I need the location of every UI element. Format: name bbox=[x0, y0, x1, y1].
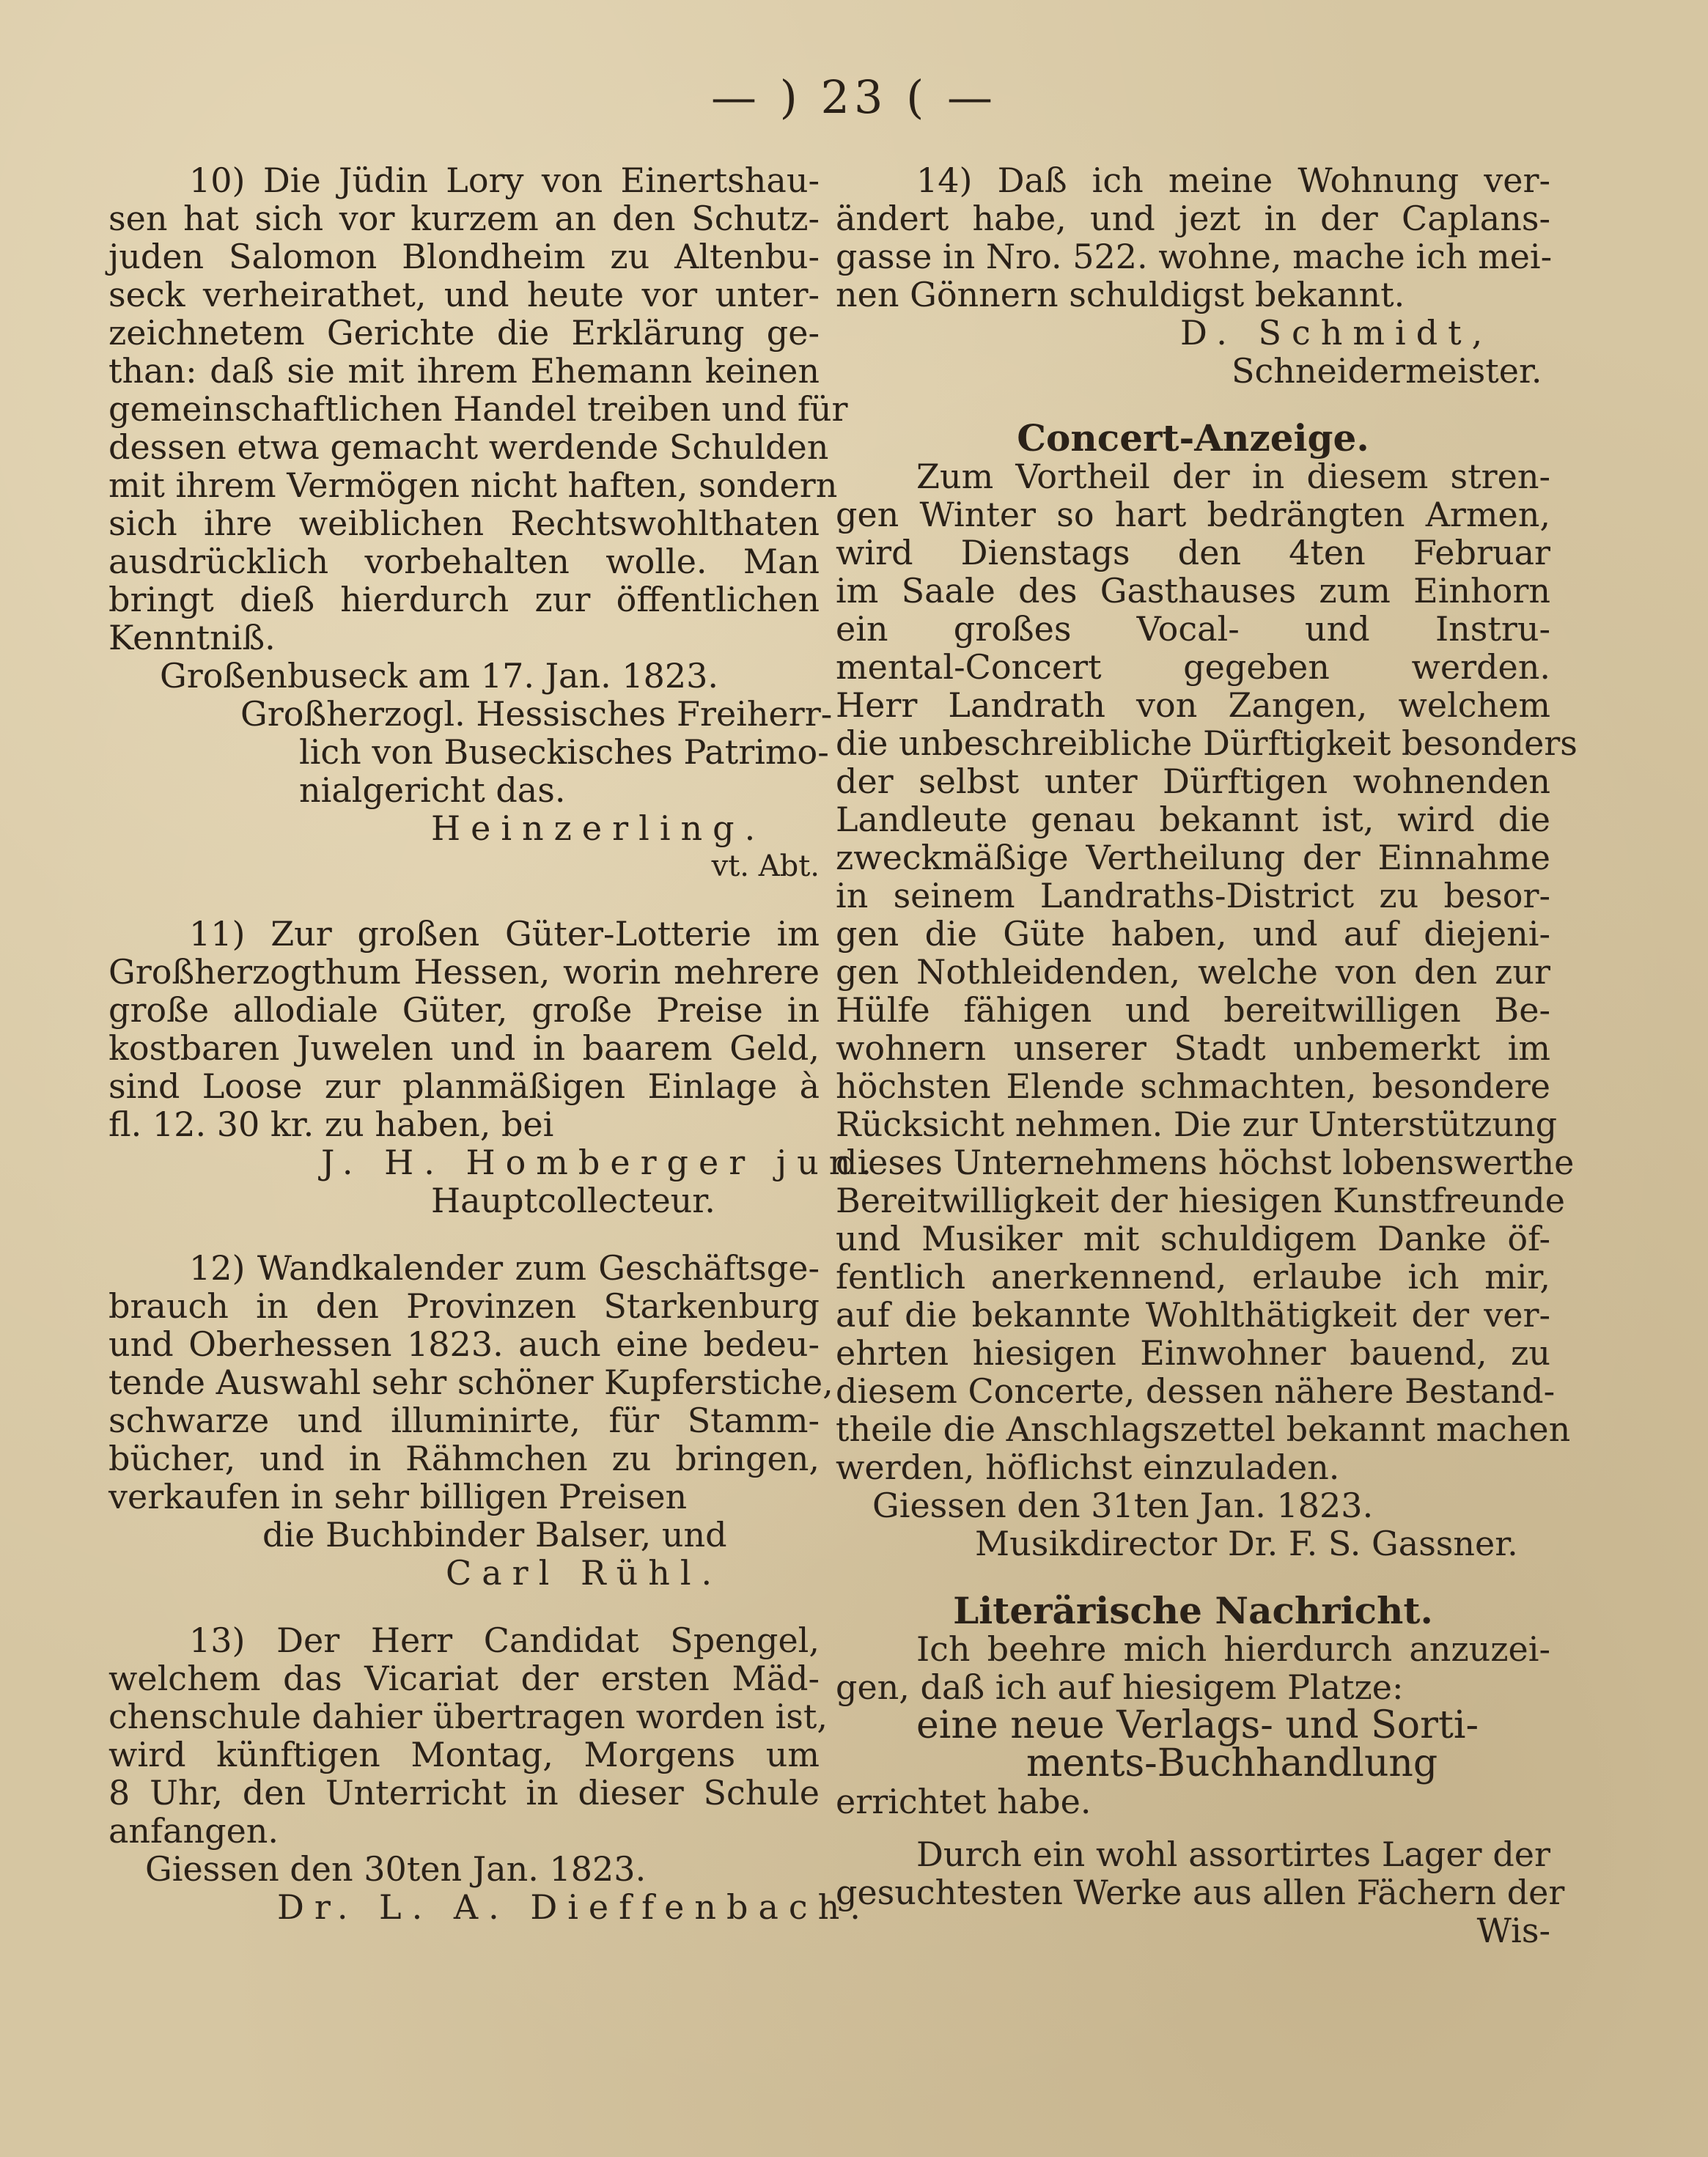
notice-line: Rücksicht nehmen. Die zur Unterstützung bbox=[836, 1105, 1558, 1144]
notice-line: Großherzogthum Hessen, worin mehrere bbox=[108, 952, 820, 992]
notice-10 bbox=[108, 161, 848, 885]
court-line: lich von Buseckisches Patrimo- bbox=[299, 732, 829, 772]
notice-signature: die Buchbinder Balser, und bbox=[262, 1515, 727, 1555]
notice-line: welchem das Vicariat der ersten Mäd- bbox=[108, 1659, 820, 1698]
notice-line: nen Gönnern schuldigst bekannt. bbox=[836, 275, 1405, 314]
notice-line: höchsten Elende schmachten, besondere bbox=[836, 1066, 1550, 1106]
notice-line: diesem Concerte, dessen nähere Bestand- bbox=[836, 1371, 1556, 1411]
notice-line: 8 Uhr, den Unterricht in dieser Schule bbox=[108, 1773, 820, 1813]
notice-line: ausdrücklich vorbehalten wolle. Man bbox=[108, 542, 820, 581]
page-number-header: — ) 23 ( — bbox=[710, 70, 998, 124]
notice-line: Durch ein wohl assortirtes Lager der bbox=[916, 1835, 1550, 1874]
notice-line: und Oberhessen 1823. auch eine bedeu- bbox=[108, 1324, 820, 1364]
notice-line: verkaufen in sehr billigen Preisen bbox=[108, 1477, 688, 1516]
notice-line: than: daß sie mit ihrem Ehemann keinen bbox=[108, 351, 820, 391]
notice-13 bbox=[108, 1620, 871, 1927]
notice-line: 12) Wandkalender zum Geschäftsge- bbox=[189, 1248, 820, 1288]
notice-line: werden, höflichst einzuladen. bbox=[836, 1448, 1340, 1487]
court-line: nialgericht das. bbox=[299, 770, 566, 810]
catchword: Wis- bbox=[1476, 1911, 1550, 1950]
notice-11 bbox=[108, 914, 882, 1220]
notice-line: im Saale des Gasthauses zum Einhorn bbox=[836, 571, 1550, 611]
notice-line: 13) Der Herr Candidat Spengel, bbox=[189, 1620, 820, 1660]
notice-date: Großenbuseck am 17. Jan. 1823. bbox=[160, 656, 719, 696]
notice-line: gen Nothleidenden, welche von den zur bbox=[836, 952, 1550, 992]
notice-line: wird Dienstags den 4ten Februar bbox=[836, 533, 1550, 572]
notice-14 bbox=[836, 161, 1553, 391]
notice-line: chenschule dahier übertragen worden ist, bbox=[108, 1697, 828, 1736]
notice-signature: J. H. Homberger jun. bbox=[321, 1143, 882, 1182]
notice-line: zeichnetem Gerichte die Erklärung ge- bbox=[108, 313, 820, 353]
notice-line: mental-Concert gegeben werden. bbox=[836, 647, 1550, 687]
notice-line: bringt dieß hierdurch zur öffentlichen bbox=[108, 580, 820, 619]
notice-line: juden Salomon Blondheim zu Altenbu- bbox=[108, 237, 820, 276]
notice-line: anfangen. bbox=[108, 1811, 279, 1851]
notice-line: auf die bekannte Wohlthätigkeit der ver- bbox=[836, 1295, 1550, 1335]
notice-line: theile die Anschlagszettel bekannt machen bbox=[836, 1409, 1571, 1449]
notice-line: sind Loose zur planmäßigen Einlage à bbox=[108, 1066, 820, 1106]
literary-heading: Literärische Nachricht. bbox=[953, 1589, 1433, 1632]
notice-line: seck verheirathet, und heute vor unter- bbox=[108, 275, 820, 314]
notice-line: ehrten hiesigen Einwohner bauend, zu bbox=[836, 1333, 1550, 1373]
right-column bbox=[836, 161, 1578, 1950]
notice-line: tende Auswahl sehr schöner Kupferstiche, bbox=[108, 1363, 833, 1402]
notice-line: Kenntniß. bbox=[108, 618, 276, 657]
notice-line: dessen etwa gemacht werdende Schulden bbox=[108, 427, 829, 467]
notice-line: gesuchtesten Werke aus allen Fächern der bbox=[836, 1873, 1565, 1912]
notice-line: sen hat sich vor kurzem an den Schutz- bbox=[108, 199, 820, 238]
notice-line: gasse in Nro. 522. wohne, mache ich mei- bbox=[836, 237, 1553, 276]
notice-line: ändert habe, und jezt in der Caplans- bbox=[836, 199, 1550, 238]
notice-line: Hülfe fähigen und bereitwilligen Be- bbox=[836, 990, 1550, 1030]
notice-line: dieses Unternehmens höchst lobenswerthe bbox=[836, 1143, 1575, 1182]
notice-line: große allodiale Güter, große Preise in bbox=[108, 990, 820, 1030]
notice-line: Herr Landrath von Zangen, welchem bbox=[836, 685, 1550, 725]
notice-line: der selbst unter Dürftigen wohnenden bbox=[836, 762, 1550, 801]
notice-signature: Carl Rühl. bbox=[446, 1553, 723, 1593]
notice-line: errichtet habe. bbox=[836, 1782, 1092, 1821]
notice-line: in seinem Landraths-District zu besor- bbox=[836, 876, 1550, 915]
concert-notice bbox=[836, 416, 1578, 1563]
notice-line: mit ihrem Vermögen nicht haften, sondern bbox=[108, 465, 838, 505]
notice-line: ein großes Vocal- und Instru- bbox=[836, 609, 1550, 649]
signature-title: Hauptcollecteur. bbox=[431, 1181, 715, 1220]
emphasis-line: eine neue Verlags- und Sorti- bbox=[916, 1703, 1479, 1747]
notice-line: 10) Die Jüdin Lory von Einertshau- bbox=[189, 161, 820, 200]
notice-line: zweckmäßige Vertheilung der Einnahme bbox=[836, 838, 1550, 877]
notice-line: 14) Daß ich meine Wohnung ver- bbox=[916, 161, 1550, 200]
signature-note: vt. Abt. bbox=[711, 849, 820, 883]
court-line: Großherzogl. Hessisches Freiherr- bbox=[240, 694, 833, 734]
notice-line: und Musiker mit schuldigem Danke öf- bbox=[836, 1219, 1550, 1258]
notice-line: Ich beehre mich hierdurch anzuzei- bbox=[916, 1629, 1550, 1669]
concert-heading: Concert-Anzeige. bbox=[1017, 416, 1369, 460]
notice-line: sich ihre weiblichen Rechtswohlthaten bbox=[108, 504, 820, 543]
notice-line: gemeinschaftlichen Handel treiben und für bbox=[108, 389, 848, 429]
notice-date: Giessen den 31ten Jan. 1823. bbox=[872, 1486, 1374, 1525]
notice-line: wird künftigen Montag, Morgens um bbox=[108, 1735, 820, 1774]
notice-line: schwarze und illuminirte, für Stamm- bbox=[108, 1401, 820, 1440]
notice-12 bbox=[108, 1248, 833, 1593]
emphasis-line: ments-Buchhandlung bbox=[1026, 1741, 1438, 1785]
notice-line: Landleute genau bekannt ist, wird die bbox=[836, 800, 1550, 839]
notice-line: fl. 12. 30 kr. zu haben, bei bbox=[108, 1105, 554, 1144]
notice-line: Zum Vortheil der in diesem stren- bbox=[916, 457, 1550, 496]
notice-signature: Musikdirector Dr. F. S. Gassner. bbox=[975, 1524, 1518, 1563]
left-column bbox=[108, 161, 882, 1927]
literary-notice bbox=[836, 1589, 1565, 1950]
notice-line: gen Winter so hart bedrängten Armen, bbox=[836, 495, 1550, 534]
notice-line: wohnern unserer Stadt unbemerkt im bbox=[836, 1028, 1550, 1068]
notice-line: brauch in den Provinzen Starkenburg bbox=[108, 1286, 820, 1326]
notice-line: kostbaren Juwelen und in baarem Geld, bbox=[108, 1028, 820, 1068]
notice-line: 11) Zur großen Güter-Lotterie im bbox=[189, 914, 820, 954]
notice-line: bücher, und in Rähmchen zu bringen, bbox=[108, 1439, 820, 1478]
notice-line: fentlich anerkennend, erlaube ich mir, bbox=[836, 1257, 1550, 1297]
notice-line: gen, daß ich auf hiesigem Platze: bbox=[836, 1667, 1404, 1707]
notice-date: Giessen den 30ten Jan. 1823. bbox=[145, 1849, 647, 1889]
notice-line: Bereitwilligkeit der hiesigen Kunstfreunde bbox=[836, 1181, 1565, 1220]
notice-line: die unbeschreibliche Dürftigkeit besonders bbox=[836, 723, 1578, 763]
notice-signature: D. Schmidt, bbox=[1180, 313, 1493, 353]
notice-signature: Heinzerling. bbox=[431, 808, 766, 848]
notice-signature: Dr. L. A. Dieffenbach. bbox=[277, 1887, 871, 1927]
notice-line: gen die Güte haben, und auf diejeni- bbox=[836, 914, 1550, 954]
signature-title: Schneidermeister. bbox=[1232, 351, 1542, 391]
